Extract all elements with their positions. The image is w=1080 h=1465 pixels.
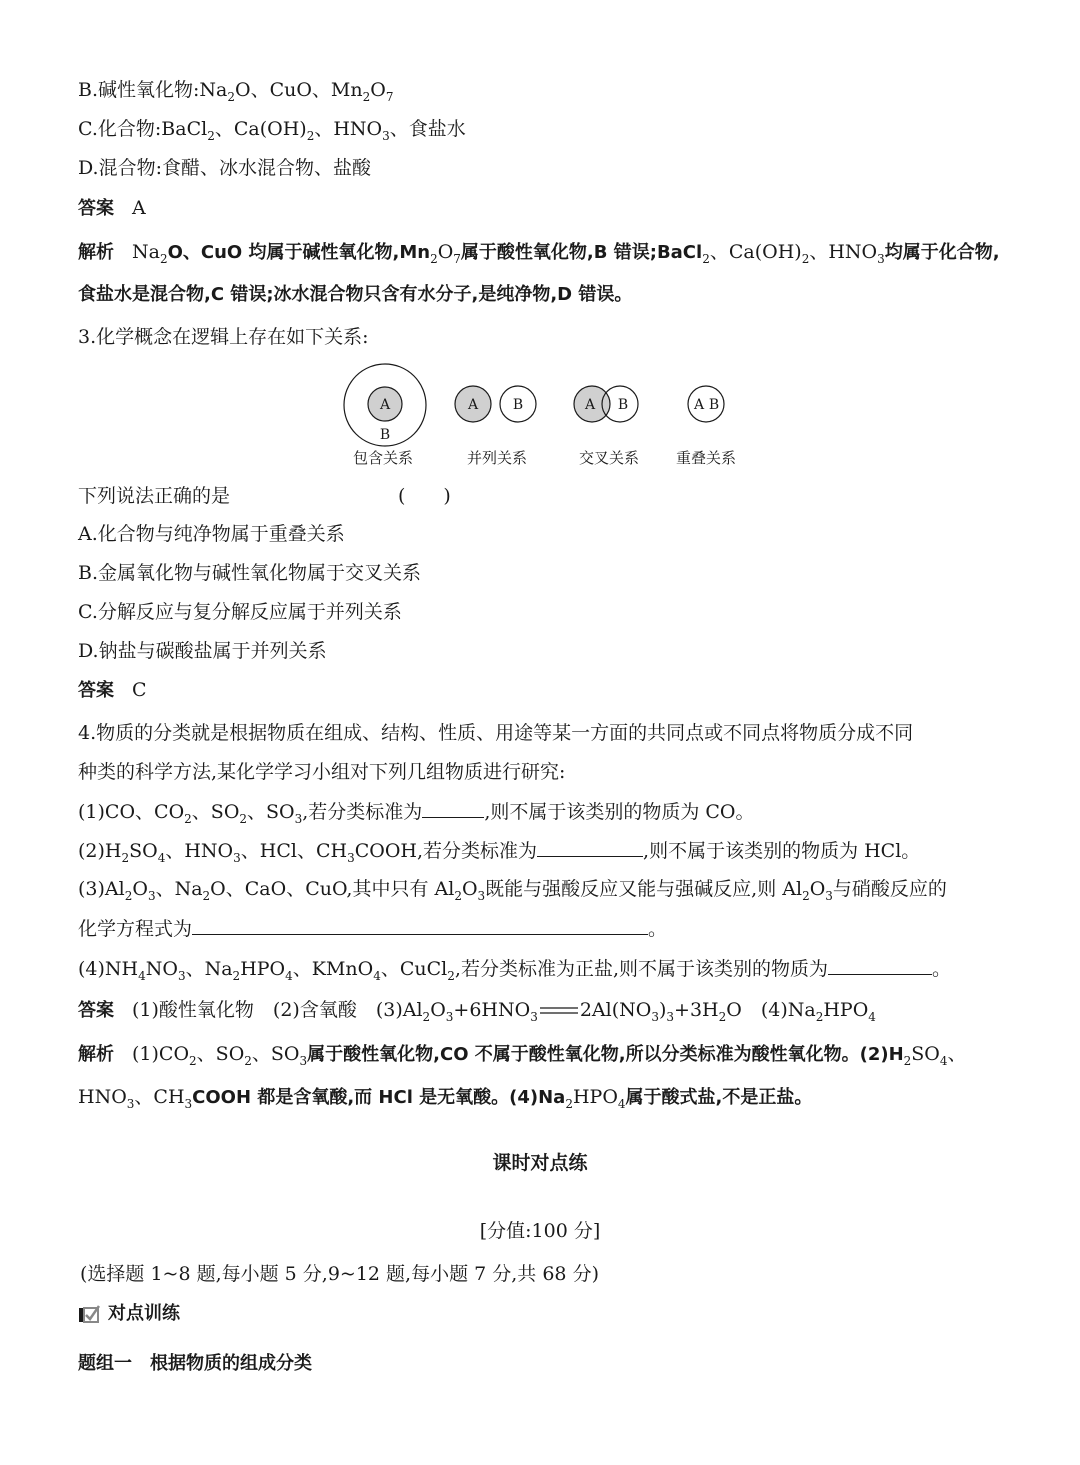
question-4-stem-line-2: 种类的科学方法,某化学学习小组对下列几组物质进行研究: xyxy=(78,761,566,783)
section-title: 课时对点练 xyxy=(492,1152,588,1174)
topic-group-heading: 题组一 根据物质的组成分类 xyxy=(78,1353,312,1374)
analysis-line-1: 解析 $(1)CO_2$、$SO_2$、$SO_3$属于酸性氧化物,CO 不属于酸性氧化物,所以分类标准为酸性氧化物。$(2)H_2SO_4$、 xyxy=(78,1043,967,1068)
containment-label-b: B xyxy=(379,427,391,443)
scoring-note: (选择题 1~8 题,每小题 5 分,9~12 题,每小题 7 分,共 68 分) xyxy=(80,1263,599,1285)
reaction-equals-sign xyxy=(538,1004,580,1018)
blank-3[interactable] xyxy=(192,916,648,935)
answer: 答案 A xyxy=(78,197,146,219)
option-b: B.碱性氧化物$:Na_2O$、CuO、$Mn_2O_7$ xyxy=(78,79,394,104)
question-3-prompt: 下列说法正确的是 ( ) xyxy=(78,485,451,507)
question-4-part-2: $(2)H_2SO_4$、$HNO_3$、HCl、$CH_3COOH$,若分类标准为 ,则不属于该类别的物质为 HCl。 xyxy=(78,840,921,865)
concept-relation-diagram xyxy=(330,362,750,472)
blank-2[interactable] xyxy=(537,838,643,857)
intersection-label-b: B xyxy=(617,397,629,413)
parallel-label-b: B xyxy=(512,397,524,413)
question-4-part-1: (1)CO、$CO_2$、$SO_2$、$SO_3$,若分类标准为 ,则不属于该类别的物质为 CO。 xyxy=(78,801,755,826)
question-4-part-3: $(3)Al_2O_3$、$Na_2O$、CaO、CuO,其中只有 $Al_2O_3$既能与强酸反应又能与强碱反应,则 $Al_2O_3$与硝酸反应的 xyxy=(78,878,947,903)
option-d: D.混合物:食醋、冰水混合物、盐酸 xyxy=(78,157,371,179)
analysis-tag: 解析 xyxy=(78,1044,114,1065)
answer: 答案 C xyxy=(78,679,147,701)
answer-tag: 答案 xyxy=(78,1000,114,1021)
caption-intersection: 交叉关系 xyxy=(578,449,640,467)
training-heading: 对点训练 xyxy=(78,1302,180,1326)
question-3-stem: 3.化学概念在逻辑上存在如下关系: xyxy=(78,326,369,348)
option-d: D.钠盐与碳酸盐属于并列关系 xyxy=(78,640,327,662)
blank-4[interactable] xyxy=(828,956,932,975)
answer: 答案 (1)酸性氧化物 (2)含氧酸 $(3)Al_2O_3+6HNO_3$ $2Al(NO_3)_3+3H_2O$ $(4)Na_2HPO_4$ xyxy=(78,999,876,1024)
analysis-line-1: 解析 $Na_2O$、CuO 均属于碱性氧化物$,Mn_2O_7$属于酸性氧化物,B 错误;BaCl$_2$、$Ca(OH)_2$、$HNO_3$均属于化合物, xyxy=(78,241,1000,266)
caption-overlap: 重叠关系 xyxy=(675,449,737,467)
checkbox-check-icon xyxy=(78,1305,100,1323)
question-4-part-3-line-2: 化学方程式为 。 xyxy=(78,918,668,940)
analysis-line-2: $HNO_3$、$CH_3COOH$ 都是含氧酸,而 HCl 是无氧酸。$(4)Na_2HPO_4$属于酸式盐,不是正盐。 xyxy=(78,1086,813,1111)
containment-label-a: A xyxy=(379,397,391,413)
option-b: B.金属氧化物与碱性氧化物属于交叉关系 xyxy=(78,562,422,584)
analysis-tag: 解析 xyxy=(78,242,114,263)
overlap-label-a: A xyxy=(693,397,705,413)
question-4-part-4: $(4)NH_4NO_3$、$Na_2HPO_4$、KMnO$_4$、CuCl$_2$,若分类标准为正盐,则不属于该类别的物质为 。 xyxy=(78,958,952,983)
option-c: C.分解反应与复分解反应属于并列关系 xyxy=(78,601,402,623)
analysis-line-2: 食盐水是混合物,C 错误;冰水混合物只含有水分子,是纯净物,D 错误。 xyxy=(78,284,633,305)
blank-1[interactable] xyxy=(422,799,484,818)
overlap-label-b: B xyxy=(708,397,720,413)
intersection-label-a: A xyxy=(584,397,596,413)
question-4-stem-line-1: 4.物质的分类就是根据物质在组成、结构、性质、用途等某一方面的共同点或不同点将物质分成不同 xyxy=(78,722,914,744)
caption-parallel: 并列关系 xyxy=(466,449,528,467)
option-c: C.化合物:BaCl$_2$、$Ca(OH)_2$、$HNO_3$、食盐水 xyxy=(78,118,466,143)
score-info: [分值:100 分] xyxy=(479,1220,601,1242)
answer-tag: 答案 xyxy=(78,680,114,701)
parallel-label-a: A xyxy=(467,397,479,413)
caption-containment: 包含关系 xyxy=(352,449,414,467)
answer-tag: 答案 xyxy=(78,198,114,219)
answer-paren: ( ) xyxy=(398,485,451,507)
option-a: A.化合物与纯净物属于重叠关系 xyxy=(78,523,345,545)
